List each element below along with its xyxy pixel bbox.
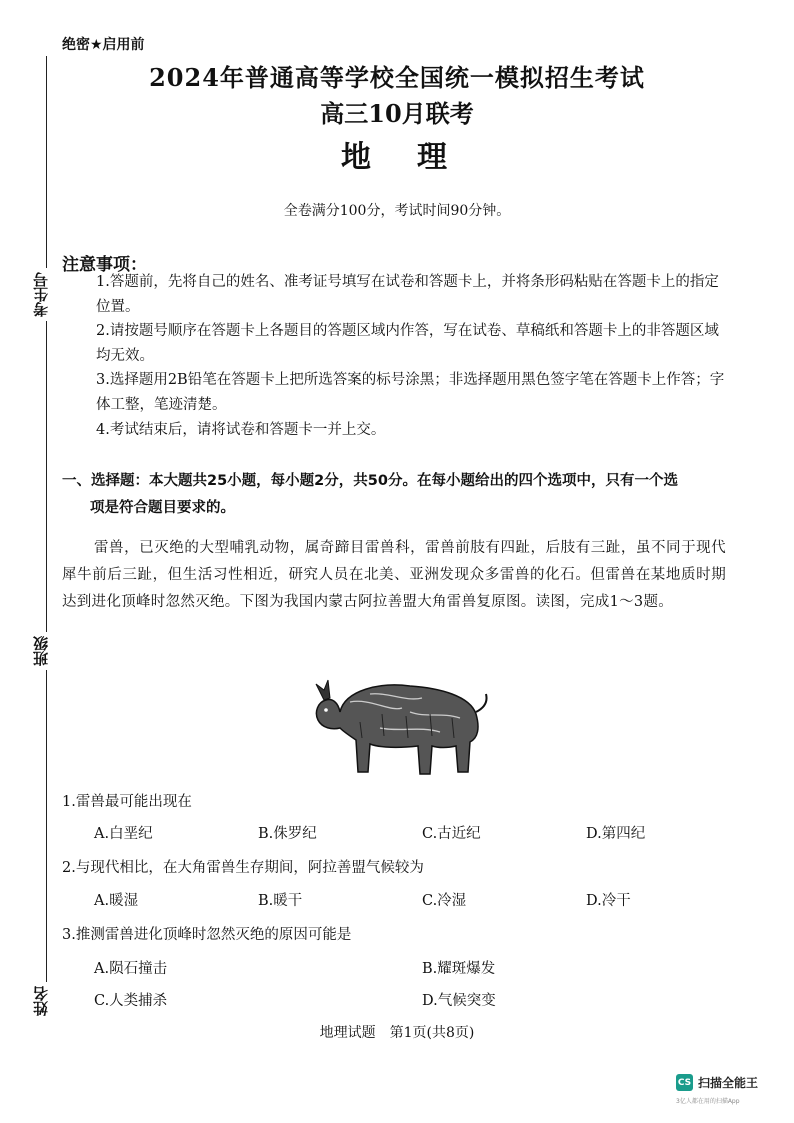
scanner-badge xyxy=(676,1074,758,1091)
question-3-stem: 3.推测雷兽进化顶峰时忽然灭绝的原因可能是 xyxy=(62,927,352,943)
question-1-option-a[interactable]: A.白垩纪 xyxy=(94,826,153,842)
question-3-option-d[interactable]: D.气候突变 xyxy=(422,993,496,1009)
question-3-option-c[interactable]: C.人类捕杀 xyxy=(94,993,168,1009)
question-1-option-d[interactable]: D.第四纪 xyxy=(586,826,646,842)
notice-item-3: 3.选择题用2B铅笔在答题卡上把所选答案的标号涂黑；非选择题用黑色签字笔在答题卡上作答；字体工整，笔迹清楚。 xyxy=(96,372,725,413)
section-heading-line2: 项是符合题目要求的。 xyxy=(90,500,235,516)
confidential-mark: 绝密★启用前 xyxy=(62,37,145,53)
exam-subtitle: 高三10月联考 xyxy=(320,99,474,128)
exam-title: 2024年普通高等学校全国统一模拟招生考试 xyxy=(149,63,645,92)
question-passage: 雷兽，已灭绝的大型哺乳动物，属奇蹄目雷兽科，雷兽前肢有四趾，后肢有三趾，虽不同于现代犀牛前后三趾，但生活习性相近，研究人员在北美、亚洲发现众多雷兽的化石。但雷兽在某地质时期达到进化顶峰时忽然灭绝。下图为我国内蒙古阿拉善盟大角雷兽复原图。读图，完成1～3题。 xyxy=(62,540,726,610)
scanner-tagline: 3亿人都在用的扫描App xyxy=(676,1098,740,1105)
question-3-option-a[interactable]: A.陨石撞击 xyxy=(94,961,168,977)
question-1-option-c[interactable]: C.古近纪 xyxy=(422,826,481,842)
cs-logo-icon: CS xyxy=(676,1074,693,1091)
brontothere-illustration xyxy=(310,672,490,784)
subject-title: 地理 xyxy=(341,140,493,175)
section-heading xyxy=(62,468,726,522)
notice-item-1: 1.答题前，先将自己的姓名、准考证号填写在试卷和答题卡上，并将条形码粘贴在答题卡上的指定位置。 xyxy=(96,274,719,315)
question-2-stem: 2.与现代相比，在大角雷兽生存期间，阿拉善盟气候较为 xyxy=(62,860,424,876)
question-3-option-b[interactable]: B.耀斑爆发 xyxy=(422,961,496,977)
section-heading-line1: 一、选择题：本大题共25小题，每小题2分，共50分。在每小题给出的四个选项中，只有一个选 xyxy=(62,473,678,489)
page-footer: 地理试题 第1页(共8页) xyxy=(319,1025,475,1041)
question-2-option-c[interactable]: C.冷湿 xyxy=(422,893,467,909)
notice-heading: 注意事项： xyxy=(62,255,147,275)
question-1-stem: 1.雷兽最可能出现在 xyxy=(62,794,192,810)
notice-item-4: 4.考试结束后，请将试卷和答题卡一并上交。 xyxy=(96,422,386,438)
question-2-option-d[interactable]: D.冷干 xyxy=(586,893,631,909)
side-label-exam-number: 考生号 xyxy=(30,268,51,321)
scanner-name: 扫描全能王 xyxy=(698,1076,759,1090)
side-label-name: 姓名 xyxy=(30,982,51,1020)
question-2-option-a[interactable]: A.暖湿 xyxy=(94,893,139,909)
question-1-option-b[interactable]: B.侏罗纪 xyxy=(258,826,317,842)
notice-item-2: 2.请按题号顺序在答题卡上各题目的答题区域内作答，写在试卷、草稿纸和答题卡上的非答题区域均无效。 xyxy=(96,323,719,364)
side-label-class: 班级 xyxy=(30,632,51,670)
score-note: 全卷满分100分，考试时间90分钟。 xyxy=(283,203,511,219)
question-2-option-b[interactable]: B.暖干 xyxy=(258,893,303,909)
